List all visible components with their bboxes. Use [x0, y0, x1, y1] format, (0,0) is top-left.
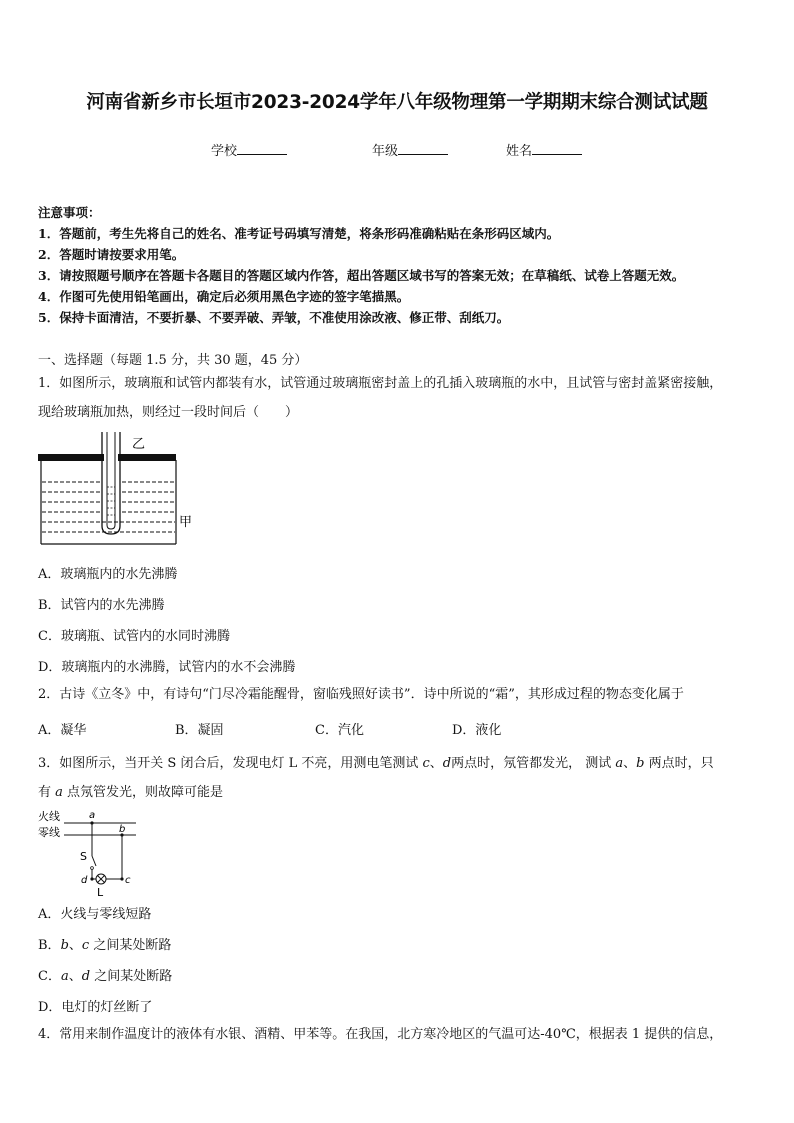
question-2-option-b[interactable]: B．凝固	[175, 723, 224, 738]
notice-item: 3．请按照题号顺序在答题卡各题目的答题区域内作答，超出答题区域书写的答案无效；在草稿纸、试卷上答题无效。	[38, 268, 685, 283]
figure-label-yi: 乙	[132, 437, 146, 452]
question-3-option-b[interactable]: B．b、c 之间某处断路	[38, 938, 172, 953]
notice-item: 5．保持卡面清洁，不要折暴、不要弄破、弄皱，不准使用涂改液、修正带、刮纸刀。	[38, 310, 510, 325]
grade-field[interactable]	[372, 140, 448, 159]
node-a-label: a	[89, 810, 96, 821]
question-3-text	[38, 749, 768, 807]
node-b-label: b	[119, 824, 126, 835]
question-2-option-a[interactable]: A．凝华	[38, 723, 87, 738]
question-1-text	[38, 369, 768, 427]
neutral-wire-label: 零线	[38, 826, 60, 839]
question-1-option-c[interactable]: C．玻璃瓶、试管内的水同时沸腾	[38, 629, 230, 644]
lamp-label: L	[97, 886, 104, 898]
notice-item: 2．答题时请按要求用笔。	[38, 247, 185, 262]
question-2-text: 2．古诗《立冬》中，有诗句“门尽冷霜能醒骨，窗临残照好读书”．诗中所说的“霜”，其形成过程的物态变化属于	[38, 687, 684, 702]
node-d-label: d	[81, 875, 88, 886]
figure-label-jia: 甲	[179, 515, 193, 530]
question-3-option-a[interactable]: A．火线与零线短路	[38, 907, 152, 922]
notice-item: 1．答题前，考生先将自己的姓名、准考证号码填写清楚，将条形码准确粘贴在条形码区域内。	[38, 226, 560, 241]
question-3-option-d[interactable]: D．电灯的灯丝断了	[38, 1000, 153, 1015]
school-label: 学校	[211, 144, 238, 159]
question-1-option-b[interactable]: B．试管内的水先沸腾	[38, 598, 165, 613]
grade-label: 年级	[372, 144, 399, 159]
section-heading: 一、选择题（每题 1.5 分，共 30 题，45 分）	[38, 353, 308, 368]
page-title: 河南省新乡市长垣市2023-2024学年八年级物理第一学期期末综合测试试题	[86, 92, 708, 113]
node-c-label: c	[125, 875, 131, 886]
notice-item: 4．作图可先使用铅笔画出，确定后必须用黑色字迹的签字笔描黑。	[38, 289, 410, 304]
question-2-option-d[interactable]: D．液化	[452, 723, 502, 738]
question-3-line2: 有 a 点氖管发光，则故障可能是	[38, 785, 224, 800]
question-2-option-c[interactable]: C．汽化	[315, 723, 364, 738]
boiling-apparatus-figure	[36, 432, 196, 550]
question-1-option-a[interactable]: A．玻璃瓶内的水先沸腾	[38, 567, 178, 582]
circuit-figure	[36, 808, 146, 898]
switch-label: S	[80, 850, 87, 863]
question-3-line1: 3．如图所示，当开关 S 闭合后，发现电灯 L 不亮，用测电笔测试 c、d两点时，氖管都发光， 测试 a、b 两点时，只	[38, 756, 714, 771]
live-wire-label: 火线	[38, 810, 60, 823]
question-3-option-c[interactable]: C．a、d 之间某处断路	[38, 969, 173, 984]
name-label: 姓名	[506, 144, 533, 159]
name-field[interactable]	[506, 140, 582, 159]
question-1-line2: 现给玻璃瓶加热，则经过一段时间后（ ）	[38, 405, 299, 420]
school-field[interactable]	[211, 140, 287, 159]
question-1-option-d[interactable]: D．玻璃瓶内的水沸腾，试管内的水不会沸腾	[38, 660, 296, 675]
question-4-text: 4．常用来制作温度计的液体有水银、酒精、甲苯等。在我国，北方寒冷地区的气温可达-40℃，根据表 1 提供的信息，	[38, 1027, 723, 1042]
question-1-line1: 1．如图所示，玻璃瓶和试管内都装有水，试管通过玻璃瓶密封盖上的孔插入玻璃瓶的水中，且试管与密封盖紧密接触，	[38, 376, 723, 391]
notice-heading: 注意事项：	[38, 205, 101, 220]
